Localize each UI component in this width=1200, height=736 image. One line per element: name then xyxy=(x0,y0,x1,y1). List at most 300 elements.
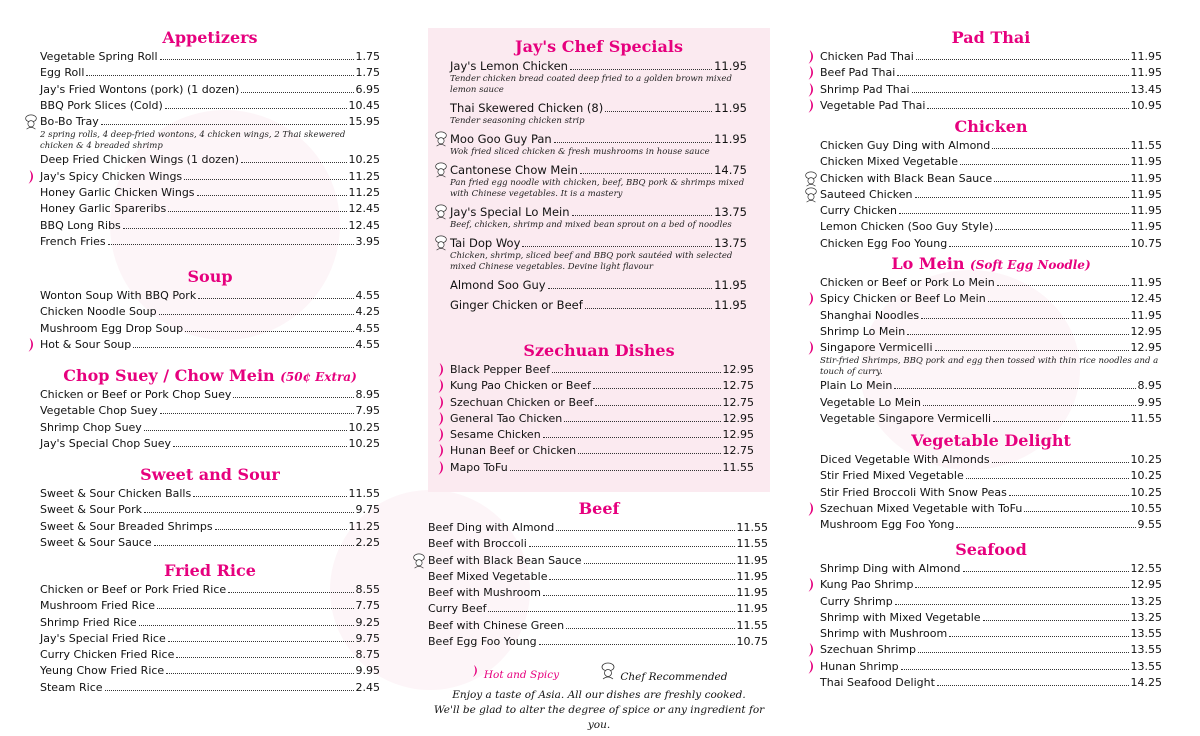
menu-item-price: 11.95 xyxy=(714,132,747,146)
menu-item-name: Chicken with Black Bean Sauce xyxy=(820,171,993,185)
menu-item xyxy=(428,520,768,536)
menu-item-name: Beef with Broccoli xyxy=(428,537,527,551)
menu-item-row xyxy=(40,582,380,598)
menu-item-price: 7.95 xyxy=(355,404,380,418)
dot-leader xyxy=(918,652,1129,653)
menu-item-row xyxy=(428,618,768,634)
menu-item-name: Chicken Pad Thai xyxy=(820,50,914,63)
dot-leader xyxy=(184,179,346,180)
menu-item-name: Stir Fried Mixed Vegetable xyxy=(820,469,964,483)
dot-leader xyxy=(1024,511,1128,512)
menu-item-price: 13.75 xyxy=(714,205,747,219)
menu-item-price: 11.95 xyxy=(714,59,747,73)
menu-item-price: 13.55 xyxy=(1130,643,1162,657)
menu-item xyxy=(40,114,380,152)
menu-item-price: 13.25 xyxy=(1130,610,1162,624)
menu-item-price: 7.75 xyxy=(355,599,380,613)
chef-hat-icon xyxy=(411,552,427,570)
menu-item-row xyxy=(820,154,1162,170)
menu-item xyxy=(820,236,1162,252)
menu-item xyxy=(40,234,380,250)
menu-item-name: Black Pepper Beef xyxy=(450,363,550,376)
menu-item-row xyxy=(450,411,754,427)
menu-item xyxy=(40,647,380,663)
dot-leader xyxy=(923,405,1136,406)
dot-leader xyxy=(993,421,1128,422)
dot-leader xyxy=(543,437,721,438)
menu-item-price: 12.45 xyxy=(1130,292,1162,306)
menu-item-name: Shrimp Chop Suey xyxy=(40,420,142,434)
menu-item-name: Szechuan Mixed Vegetable with ToFu xyxy=(820,501,1023,515)
menu-item-price: 3.95 xyxy=(355,234,380,248)
chili-pepper-icon xyxy=(26,337,38,353)
chili-pepper-icon xyxy=(806,340,818,356)
menu-item-name: Lemon Chicken (Soo Guy Style) xyxy=(820,220,994,234)
dot-leader xyxy=(157,608,354,609)
item-list xyxy=(820,452,1162,533)
chili-pepper-icon xyxy=(806,642,818,658)
menu-item-price: 4.55 xyxy=(355,321,380,335)
menu-item xyxy=(40,152,380,168)
item-list xyxy=(820,49,1162,114)
menu-item xyxy=(820,517,1162,533)
legend-hot-label: Hot and Spicy xyxy=(483,669,560,681)
dot-leader xyxy=(994,181,1128,182)
menu-item xyxy=(820,468,1162,484)
menu-item xyxy=(40,598,380,614)
menu-item-row xyxy=(820,138,1162,154)
menu-item-price: 11.95 xyxy=(1130,204,1162,218)
dot-leader xyxy=(215,529,347,530)
menu-item xyxy=(820,411,1162,427)
item-list xyxy=(40,387,380,452)
menu-item-row xyxy=(820,577,1162,593)
menu-item xyxy=(40,201,380,217)
menu-item-price: 4.55 xyxy=(355,337,380,351)
menu-item-description: Beef, chicken, shrimp and mixed bean sprout on a bed of noodles xyxy=(450,220,732,230)
section-title: Chicken xyxy=(954,117,1028,136)
menu-item-price: 13.45 xyxy=(1130,82,1162,96)
menu-item-row xyxy=(450,131,747,147)
menu-item-price: 11.95 xyxy=(714,298,747,312)
chili-pepper-icon xyxy=(436,460,448,476)
menu-item-price: 11.25 xyxy=(348,186,380,200)
menu-item xyxy=(820,308,1162,324)
menu-item-name: Jay's Lemon Chicken xyxy=(450,59,568,73)
menu-item-price: 12.95 xyxy=(722,411,754,425)
menu-item xyxy=(450,297,747,313)
menu-item-row xyxy=(820,324,1162,340)
legend xyxy=(428,662,770,685)
menu-item-price: 10.25 xyxy=(1130,453,1162,466)
menu-item-name: General Tao Chicken xyxy=(450,411,563,425)
menu-item-name: Plain Lo Mein xyxy=(820,379,893,393)
menu-item xyxy=(820,154,1162,170)
menu-item-row xyxy=(40,598,380,614)
menu-item-name: Shrimp with Mushroom xyxy=(820,627,948,641)
dot-leader xyxy=(907,334,1128,335)
menu-item xyxy=(450,378,754,394)
chef-hat-icon xyxy=(433,161,449,179)
menu-item-row xyxy=(40,663,380,679)
menu-item-row xyxy=(428,536,768,552)
menu-item xyxy=(820,49,1162,65)
chili-pepper-icon xyxy=(436,443,448,459)
menu-item-name: Shrimp Lo Mein xyxy=(820,324,906,338)
menu-item xyxy=(428,536,768,552)
chili-pepper-icon xyxy=(806,577,818,593)
section-beef xyxy=(428,498,770,650)
menu-item xyxy=(450,460,754,476)
menu-item-price: 8.95 xyxy=(1137,379,1162,393)
menu-item xyxy=(40,218,380,234)
menu-item-name: Beef Pad Thai xyxy=(820,66,896,80)
menu-item-price: 12.75 xyxy=(722,379,754,393)
chili-pepper-icon xyxy=(806,501,818,517)
menu-item-price: 6.95 xyxy=(355,82,380,96)
menu-item-name: Tai Dop Woy xyxy=(450,236,521,250)
menu-item-name: Hot & Sour Soup xyxy=(40,337,132,351)
chili-pepper-icon xyxy=(436,411,448,427)
dot-leader xyxy=(185,331,353,332)
dot-leader xyxy=(241,162,347,163)
menu-item xyxy=(820,452,1162,468)
menu-item-name: Chicken or Beef or Pork Lo Mein xyxy=(820,276,995,289)
menu-item-name: Hunan Shrimp xyxy=(820,659,899,673)
menu-item xyxy=(450,58,747,96)
menu-item-price: 10.45 xyxy=(348,98,380,112)
menu-item-row xyxy=(820,187,1162,203)
menu-item-row xyxy=(40,152,380,168)
dot-leader xyxy=(1009,495,1129,496)
dot-leader xyxy=(233,397,353,398)
menu-item-row xyxy=(40,519,380,535)
menu-item-price: 11.95 xyxy=(736,586,768,600)
menu-item-name: Curry Beef xyxy=(428,602,487,616)
section-fried-rice xyxy=(40,560,380,696)
menu-item xyxy=(820,291,1162,307)
menu-item xyxy=(820,395,1162,411)
menu-item-name: Bo-Bo Tray xyxy=(40,115,99,129)
menu-item-price: 12.95 xyxy=(1130,341,1162,355)
item-list xyxy=(820,138,1162,252)
dot-leader xyxy=(144,512,354,513)
menu-item-name: Moo Goo Guy Pan xyxy=(450,132,552,146)
menu-item-name: Diced Vegetable With Almonds xyxy=(820,453,990,466)
chili-pepper-icon xyxy=(806,291,818,307)
menu-item-row xyxy=(40,680,380,696)
chef-hat-icon xyxy=(803,170,819,188)
dot-leader xyxy=(160,413,354,414)
chef-hat-icon xyxy=(803,186,819,204)
menu-item xyxy=(450,235,747,273)
menu-item-price: 11.95 xyxy=(1130,66,1162,80)
menu-item-price: 8.95 xyxy=(355,388,380,401)
dot-leader xyxy=(949,246,1128,247)
dot-leader xyxy=(173,446,347,447)
menu-footer xyxy=(428,662,770,733)
menu-item xyxy=(40,663,380,679)
menu-item xyxy=(820,501,1162,517)
menu-item-name: Mapo ToFu xyxy=(450,460,508,474)
dot-leader xyxy=(522,246,712,247)
section-title: Sweet and Sour xyxy=(140,465,280,484)
section-soup xyxy=(40,266,380,353)
dot-leader xyxy=(564,421,720,422)
menu-item-row xyxy=(820,65,1162,81)
menu-item-row xyxy=(40,321,380,337)
menu-item-price: 4.25 xyxy=(355,305,380,319)
menu-item xyxy=(820,324,1162,340)
menu-item-row xyxy=(40,631,380,647)
menu-item xyxy=(820,485,1162,501)
menu-item-description: Tender chicken bread coated deep fried to a golden brown mixed lemon sauce xyxy=(450,74,732,95)
dot-leader xyxy=(927,108,1128,109)
menu-item-row xyxy=(820,203,1162,219)
menu-item-price: 11.95 xyxy=(736,553,768,567)
item-list xyxy=(450,362,754,476)
menu-item-row xyxy=(820,411,1162,427)
menu-item-row xyxy=(40,234,380,250)
section-title: Soup xyxy=(187,267,233,286)
menu-item xyxy=(820,138,1162,154)
menu-item-name: Vegetable Spring Roll xyxy=(40,50,158,63)
menu-item xyxy=(40,49,380,65)
section-sweet-sour xyxy=(40,464,380,551)
menu-item-name: Kung Pao Shrimp xyxy=(820,578,914,592)
menu-item-row xyxy=(820,291,1162,307)
chef-hat-icon xyxy=(433,203,449,221)
dot-leader xyxy=(578,453,720,454)
dot-leader xyxy=(894,388,1135,389)
item-list xyxy=(40,582,380,696)
dot-leader xyxy=(895,604,1129,605)
menu-item-name: Beef Egg Foo Young xyxy=(428,635,537,649)
dot-leader xyxy=(570,69,712,70)
menu-item-row xyxy=(820,594,1162,610)
section-title: Pad Thai xyxy=(951,28,1031,47)
chili-pepper-icon xyxy=(806,82,818,98)
menu-item-name: Yeung Chow Fried Rice xyxy=(40,664,165,678)
menu-item xyxy=(450,131,747,158)
chili-pepper-icon xyxy=(471,664,481,678)
menu-item-name: Vegetable Chop Suey xyxy=(40,404,158,418)
item-list xyxy=(40,486,380,551)
menu-item xyxy=(428,585,768,601)
chef-hat-icon xyxy=(599,662,617,680)
menu-item-row xyxy=(820,561,1162,577)
menu-item-name: Sweet & Sour Chicken Balls xyxy=(40,487,192,500)
dot-leader xyxy=(154,545,354,546)
menu-item-name: Vegetable Pad Thai xyxy=(820,98,926,112)
menu-item-price: 11.55 xyxy=(348,487,380,500)
menu-item-price: 2.45 xyxy=(355,680,380,694)
menu-item-name: Shrimp with Mixed Vegetable xyxy=(820,610,981,624)
menu-item-row xyxy=(450,58,747,74)
menu-item xyxy=(40,98,380,114)
menu-item-price: 10.25 xyxy=(348,436,380,450)
menu-item-row xyxy=(450,297,747,313)
menu-item xyxy=(40,680,380,696)
menu-item-row xyxy=(820,236,1162,252)
menu-item xyxy=(450,395,754,411)
section-lo-mein xyxy=(820,253,1162,427)
menu-item xyxy=(820,675,1162,691)
chili-pepper-icon xyxy=(806,49,818,65)
menu-item-name: Curry Chicken xyxy=(820,204,897,218)
menu-item-row xyxy=(40,65,380,81)
section-note: (Soft Egg Noodle) xyxy=(970,258,1091,272)
menu-item-price: 14.75 xyxy=(714,163,747,177)
menu-item-row xyxy=(820,468,1162,484)
section-appetizers xyxy=(40,27,380,250)
menu-item-name: Honey Garlic Spareribs xyxy=(40,202,167,216)
menu-item xyxy=(820,577,1162,593)
section-title: Beef xyxy=(578,499,620,518)
section-vegetable-delight xyxy=(820,430,1162,533)
menu-item xyxy=(40,535,380,551)
menu-item-price: 9.25 xyxy=(355,615,380,629)
section-title: Appetizers xyxy=(162,28,258,47)
chef-hat-icon xyxy=(433,130,449,148)
menu-item-row xyxy=(40,387,380,403)
menu-item-price: 11.95 xyxy=(1130,308,1162,322)
menu-item-price: 12.55 xyxy=(1130,562,1162,575)
menu-item-name: Cantonese Chow Mein xyxy=(450,163,578,177)
menu-item-name: Jay's Spicy Chicken Wings xyxy=(40,169,183,183)
dot-leader xyxy=(992,148,1128,149)
dot-leader xyxy=(197,195,347,196)
dot-leader xyxy=(101,124,347,125)
menu-item xyxy=(40,502,380,518)
menu-item-description: Chicken, shrimp, sliced beef and BBQ pork sautéed with selected mixed Chinese vegetables. Devine light flavour xyxy=(450,251,733,272)
section-title: Szechuan Dishes xyxy=(523,341,675,360)
menu-item-price: 11.95 xyxy=(736,602,768,616)
dot-leader xyxy=(556,530,734,531)
menu-item-name: Vegetable Singapore Vermicelli xyxy=(820,412,992,426)
menu-item-row xyxy=(820,626,1162,642)
item-list xyxy=(40,288,380,353)
menu-item-row xyxy=(820,501,1162,517)
menu-item-name: Beef Ding with Almond xyxy=(428,521,555,534)
menu-item-name: Mushroom Fried Rice xyxy=(40,599,155,613)
menu-item-row xyxy=(40,82,380,98)
section-szechuan xyxy=(428,340,770,476)
legend-hot xyxy=(471,664,560,683)
menu-item-name: Chicken Mixed Vegetable xyxy=(820,155,958,169)
dot-leader xyxy=(552,372,721,373)
menu-item-name: Shrimp Pad Thai xyxy=(820,82,910,96)
section-title: Fried Rice xyxy=(164,561,256,580)
menu-item xyxy=(428,618,768,634)
menu-item-name: Jay's Special Chop Suey xyxy=(40,436,171,450)
section-chicken xyxy=(820,116,1162,252)
menu-item-name: Sweet & Sour Breaded Shrimps xyxy=(40,519,213,533)
menu-item-price: 11.55 xyxy=(736,521,768,534)
dot-leader xyxy=(983,620,1129,621)
menu-item xyxy=(40,582,380,598)
menu-item-name: Spicy Chicken or Beef Lo Mein xyxy=(820,292,986,306)
dot-leader xyxy=(960,164,1129,165)
menu-item-name: Chicken or Beef or Pork Chop Suey xyxy=(40,388,232,401)
menu-item-name: Hunan Beef or Chicken xyxy=(450,444,577,458)
menu-item-price: 13.55 xyxy=(1130,659,1162,673)
chili-pepper-icon xyxy=(436,395,448,411)
menu-item xyxy=(40,631,380,647)
menu-item-price: 4.55 xyxy=(355,289,380,302)
menu-item-row xyxy=(428,520,768,536)
menu-item-row xyxy=(40,615,380,631)
dot-leader xyxy=(86,75,353,76)
menu-item-row xyxy=(40,403,380,419)
menu-item-row xyxy=(40,114,380,130)
menu-item-row xyxy=(820,219,1162,235)
menu-item-price: 11.55 xyxy=(1130,139,1162,152)
dot-leader xyxy=(949,636,1128,637)
menu-item xyxy=(820,626,1162,642)
menu-item xyxy=(40,615,380,631)
chili-pepper-icon xyxy=(806,98,818,114)
menu-item-row xyxy=(40,436,380,452)
menu-item xyxy=(40,65,380,81)
menu-item-row xyxy=(40,49,380,65)
dot-leader xyxy=(228,592,353,593)
menu-item-row xyxy=(820,98,1162,114)
menu-item-name: Chicken Egg Foo Young xyxy=(820,236,948,250)
chili-pepper-icon xyxy=(436,378,448,394)
menu-item-name: Beef with Mushroom xyxy=(428,586,541,600)
menu-item xyxy=(40,403,380,419)
menu-item-row xyxy=(450,162,747,178)
section-note: (50¢ Extra) xyxy=(280,370,357,384)
menu-item-description: Stir-fried Shrimps, BBQ pork and egg then tossed with thin rice noodles and a touch of curry. xyxy=(820,356,1159,378)
menu-item xyxy=(820,275,1162,291)
menu-item-row xyxy=(40,337,380,353)
chef-hat-icon xyxy=(433,234,449,252)
menu-item xyxy=(820,659,1162,675)
menu-item-name: Steam Rice xyxy=(40,680,103,694)
menu-item xyxy=(820,98,1162,114)
menu-item-name: Chicken Guy Ding with Almond xyxy=(820,139,991,152)
footer-line-1: Enjoy a taste of Asia. All our dishes are freshly cooked. xyxy=(452,689,746,701)
menu-item-price: 10.25 xyxy=(1130,485,1162,499)
menu-item-price: 1.75 xyxy=(355,50,380,63)
menu-item-name: Mushroom Egg Foo Yong xyxy=(820,518,955,532)
menu-item-name: Almond Soo Guy xyxy=(450,278,546,292)
menu-item xyxy=(40,486,380,502)
menu-item-row xyxy=(40,304,380,320)
menu-item-price: 11.55 xyxy=(736,537,768,551)
menu-item-price: 9.75 xyxy=(355,631,380,645)
menu-item-row xyxy=(450,460,754,476)
chili-pepper-icon xyxy=(806,659,818,675)
menu-item-name: BBQ Long Ribs xyxy=(40,218,121,232)
menu-item-row xyxy=(450,427,754,443)
section-title: Jay's Chef Specials xyxy=(515,37,683,56)
dot-leader xyxy=(963,571,1129,572)
menu-item-name: Beef with Chinese Green xyxy=(428,618,565,632)
dot-leader xyxy=(543,595,735,596)
menu-item-price: 12.95 xyxy=(722,363,754,376)
menu-item-price: 10.25 xyxy=(348,153,380,167)
menu-item-price: 10.75 xyxy=(736,635,768,649)
menu-item-row xyxy=(40,486,380,502)
menu-item-name: Stir Fried Broccoli With Snow Peas xyxy=(820,485,1007,499)
menu-item-row xyxy=(40,647,380,663)
menu-item-name: BBQ Pork Slices (Cold) xyxy=(40,98,163,112)
menu-item-price: 14.25 xyxy=(1130,676,1162,690)
menu-item xyxy=(820,340,1162,378)
